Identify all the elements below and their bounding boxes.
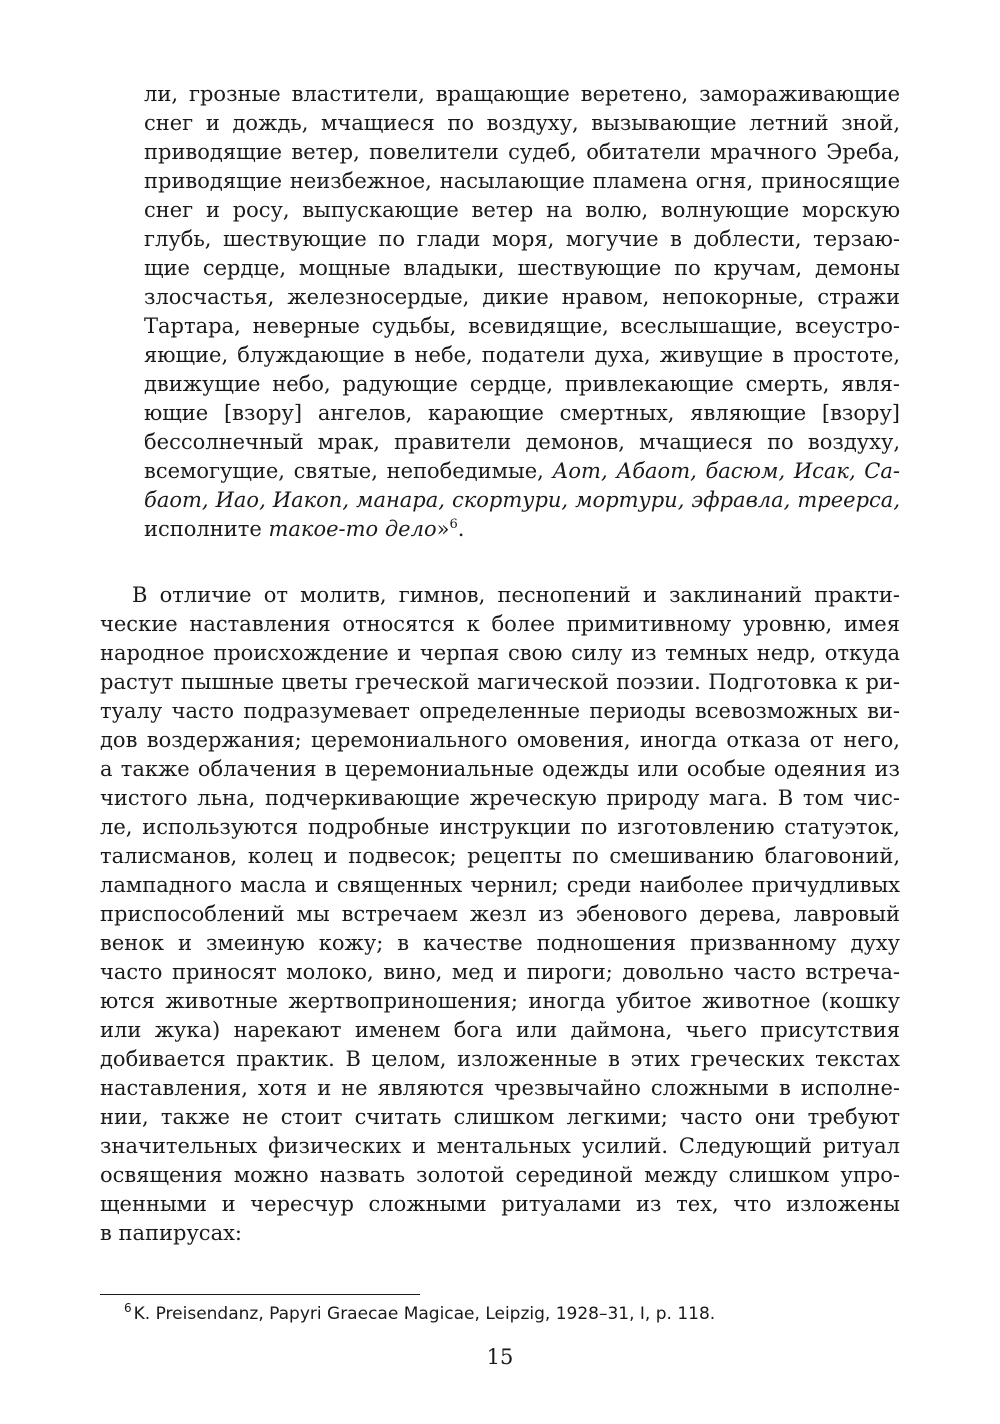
quote-line: щие сердце, мощные владыки, шествующие по кручам, демоны xyxy=(144,256,900,280)
paragraph-line: щенными и чересчур сложными ритуалами из тех, что изложены xyxy=(100,1192,900,1216)
quote-text: всемогущие, святые, непобедимые, xyxy=(144,459,544,483)
paragraph-line: значительных физических и ментальных усилий. Следующий ритуал xyxy=(100,1134,900,1158)
paragraph-line: лампадного масла и священных чернил; среди наиболее причудливых xyxy=(100,873,900,897)
paragraph-line: ются животные жертвоприношения; иногда убитое животное (кошку xyxy=(100,989,900,1013)
paragraph-line: приспособлений мы встречаем жезл из эбенового дерева, лавровый xyxy=(100,902,900,926)
paragraph-line: добивается практик. В целом, изложенные в этих греческих текстах xyxy=(100,1047,900,1071)
page-number: 15 xyxy=(486,1345,514,1369)
formula-placeholder: такое-то дело xyxy=(268,517,437,541)
paragraph-line: освящения можно назвать золотой серединой между слишком упро- xyxy=(100,1163,900,1187)
paragraph-line: дов воздержания; церемониального омовения, иногда отказа от него, xyxy=(100,728,900,752)
paragraph-line: венок и змеиную кожу; в качестве подношения призванному духу xyxy=(100,931,900,955)
paragraph-line: нии, также не стоит считать слишком легкими; часто они требуют xyxy=(100,1105,900,1129)
paragraph-line: народное происхождение и черпая свою силу из темных недр, откуда xyxy=(100,641,900,665)
paragraph-line: наставления, хотя и не являются чрезвычайно сложными в исполне- xyxy=(100,1076,900,1100)
footnote-divider xyxy=(100,1294,420,1295)
magic-words: Аот, Абаот, басюм, Исак, Са- xyxy=(552,459,900,483)
quote-line: злосчастья, железносердые, дикие нравом, непокорные, стражи xyxy=(144,285,900,309)
footnote-text: K. Preisendanz, Papyri Graecae Magicae, Leipzig, 1928–31, I, p. 118. xyxy=(133,1304,716,1324)
quote-line: снег и дождь, мчащиеся по воздуху, вызывающие летний зной, xyxy=(144,111,900,135)
quote-text: исполните xyxy=(144,517,262,541)
paragraph-line: часто приносят молоко, вино, мед и пироги; довольно часто встреча- xyxy=(100,960,900,984)
paragraph-line: ческие наставления относятся к более примитивному уровню, имея xyxy=(100,612,900,636)
quote-line: ли, грозные властители, вращающие веретено, замораживающие xyxy=(144,82,900,106)
quote-line: снег и росу, выпускающие ветер на волю, волнующие морскую xyxy=(144,198,900,222)
period: . xyxy=(457,517,465,541)
footnote xyxy=(124,1302,715,1326)
paragraph-line: ле, используются подробные инструкции по изготовлению статуэток, xyxy=(100,815,900,839)
quote-line: бессолнечный мрак, правители демонов, мчащиеся по воздуху, xyxy=(144,430,900,454)
closing-quote: » xyxy=(436,517,450,541)
paragraph-line-last: в папирусах: xyxy=(100,1221,243,1245)
quote-line: Тартара, неверные судьбы, всевидящие, всеслышащие, всеустро- xyxy=(144,314,900,338)
paragraph-line: чистого льна, подчеркивающие жреческую природу мага. В том чис- xyxy=(100,786,900,810)
magic-words: баот, Иао, Иакоп, манара, скортури, мортури, эфравла, треерса, xyxy=(144,488,900,512)
paragraph-line: растут пышные цветы греческой магической поэзии. Подготовка к ри- xyxy=(100,670,900,694)
quote-line-mixed xyxy=(144,457,900,486)
paragraph-line: В отличие от молитв, гимнов, песнопений и заклинаний практи- xyxy=(132,583,900,607)
quote-line: глубь, шествующие по глади моря, могучие в доблести, терзаю- xyxy=(144,227,900,251)
footnote-marker: 6 xyxy=(124,1301,132,1316)
quote-line-last xyxy=(144,515,900,544)
footnote-reference[interactable]: 6 xyxy=(449,517,458,532)
paragraph-line: или жука) нарекают именем бога или даймона, чьего присутствия xyxy=(100,1018,900,1042)
quote-line-italic xyxy=(144,486,900,515)
paragraph-line: а также облачения в церемониальные одежды или особые одеяния из xyxy=(100,757,900,781)
quote-line: яющие, блуждающие в небе, податели духа, живущие в простоте, xyxy=(144,343,900,367)
quote-line: приводящие неизбежное, насылающие пламена огня, приносящие xyxy=(144,169,900,193)
quote-line: ющие [взору] ангелов, карающие смертных, являющие [взору] xyxy=(144,401,900,425)
quote-line: приводящие ветер, повелители судеб, обитатели мрачного Эреба, xyxy=(144,140,900,164)
quote-line: движущие небо, радующие сердце, привлекающие смерть, явля- xyxy=(144,372,900,396)
paragraph-line: туалу часто подразумевает определенные периоды всевозможных ви- xyxy=(100,699,900,723)
paragraph-line: талисманов, колец и подвесок; рецепты по смешиванию благовоний, xyxy=(100,844,900,868)
